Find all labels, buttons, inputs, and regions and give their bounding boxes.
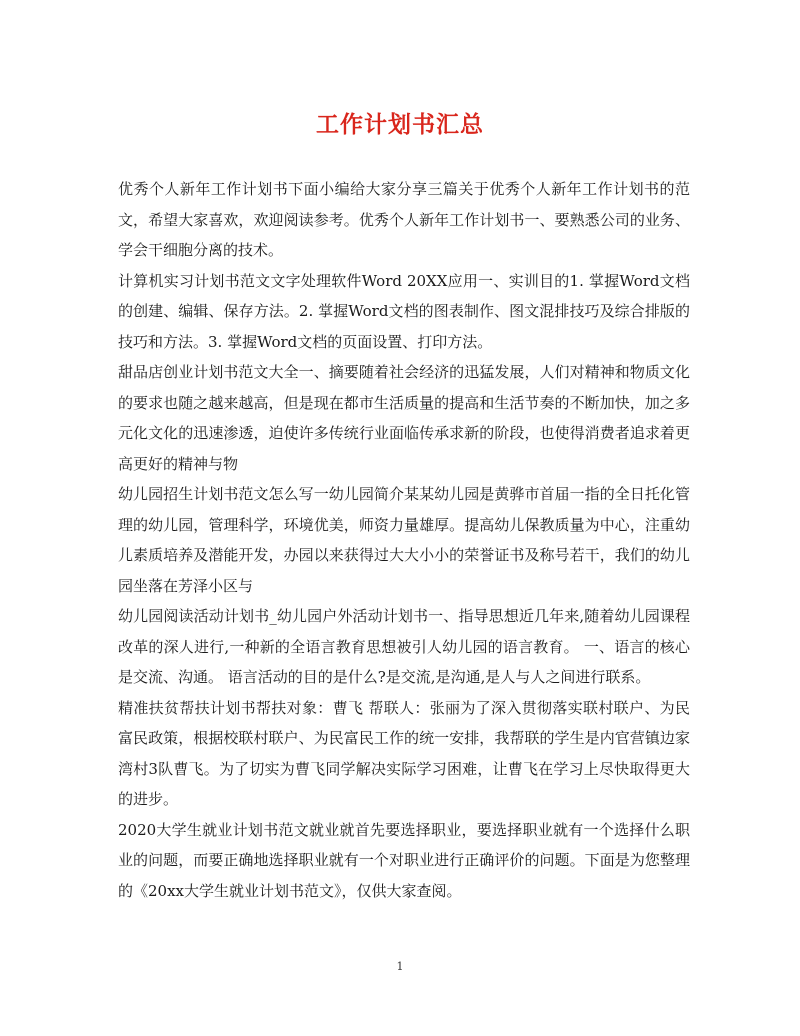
document-title: 工作计划书汇总 [316,111,484,138]
paragraph-4: 幼儿园招生计划书范文怎么写一幼儿园简介某某幼儿园是黄骅市首届一指的全日托化管理的幼儿园，管理科学，环境优美，师资力量雄厚。提高幼儿保教质量为中心，注重幼儿素质培养及潜能开发，办园以来获得过大大小小的荣誉证书及称号若干，我们的幼儿园坐落在芳泽小区与 [118,485,690,595]
paragraph-1: 优秀个人新年工作计划书下面小编给大家分享三篇关于优秀个人新年工作计划书的范文，希望大家喜欢，欢迎阅读参考。优秀个人新年工作计划书一、要熟悉公司的业务、学会干细胞分离的技术。 [118,180,690,259]
paragraph-3: 甜品店创业计划书范文大全一、摘要随着社会经济的迅猛发展，人们对精神和物质文化的要求也随之越来越高，但是现在都市生活质量的提高和生活节奏的不断加快，加之多元化文化的迅速渗透，迫使许多传统行业面临传承求新的阶段，也使得消费者追求着更高更好的精神与物 [118,363,690,473]
page-number: 1 [396,960,404,973]
paragraph-5: 幼儿园阅读活动计划书_幼儿园户外活动计划书一、指导思想近几年来,随着幼儿园课程改革的深人进行,一种新的全语言教育思想被引人幼儿园的语言教育。 一、语言的核心是交流、沟通。 语言活动的目的是什么?是交流,是沟通,是人与人之间进行联系。 [118,607,690,686]
document-body [118,174,690,906]
paragraph-7: 2020大学生就业计划书范文就业就首先要选择职业，要选择职业就有一个选择什么职业的问题，而要正确地选择职业就有一个对职业进行正确评价的问题。下面是为您整理的《20xx大学生就业计划书范文》，仅供大家查阅。 [118,820,690,900]
paragraph-2: 计算机实习计划书范文文字处理软件Word 20XX应用一、实训目的1. 掌握Word文档的创建、编辑、保存方法。2. 掌握Word文档的图表制作、图文混排技巧及综合排版的技巧和方法。3. 掌握Word文档的页面设置、打印方法。 [118,271,690,351]
paragraph-6: 精准扶贫帮扶计划书帮扶对象：曹飞 帮联人：张丽为了深入贯彻落实联村联户、为民富民政策，根据校联村联户、为民富民工作的统一安排，我帮联的学生是内官营镇边家湾村3队曹飞。为了切实为曹飞同学解决实际学习困难，让曹飞在学习上尽快取得更大的进步。 [118,698,690,808]
